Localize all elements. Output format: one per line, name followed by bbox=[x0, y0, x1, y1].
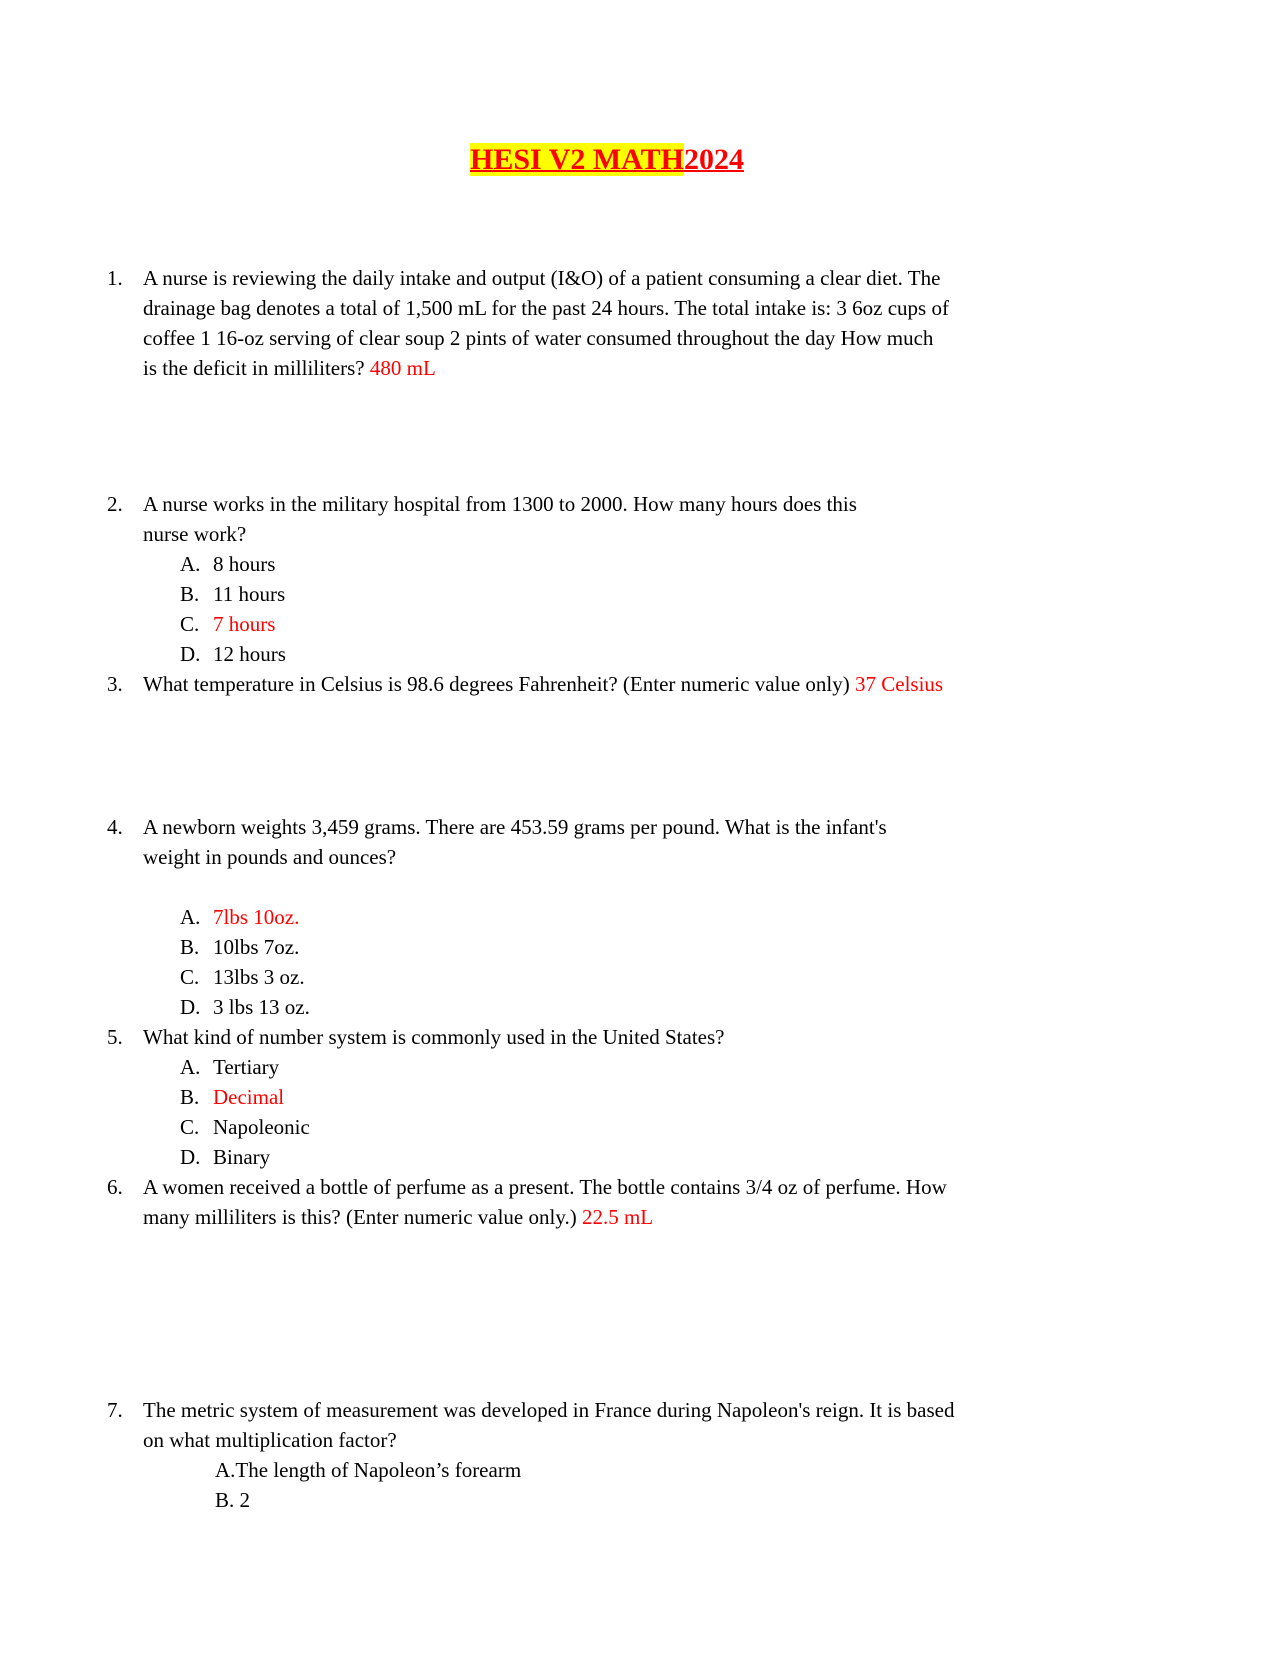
option-text: 12 hours bbox=[213, 642, 286, 666]
option-text: 13lbs 3 oz. bbox=[213, 965, 305, 989]
option-item bbox=[143, 1455, 1097, 1485]
option-item bbox=[143, 639, 1097, 669]
question-line: many milliliters is this? (Enter numeric value only.) 22.5 mL bbox=[143, 1205, 654, 1229]
option-item bbox=[143, 992, 1097, 1022]
option-text: 11 hours bbox=[213, 582, 286, 606]
question-body bbox=[143, 669, 1097, 699]
question-text bbox=[143, 263, 1097, 383]
question-body bbox=[143, 489, 1097, 669]
option-item bbox=[143, 902, 1097, 932]
option-text: Decimal bbox=[213, 1085, 285, 1109]
question-body bbox=[143, 1395, 1097, 1515]
option-text: A.The length of Napoleon’s forearm bbox=[215, 1458, 522, 1482]
option-text: Napoleonic bbox=[213, 1115, 310, 1139]
option-text: B. 2 bbox=[215, 1488, 251, 1512]
page-title-year: 2024 bbox=[683, 143, 744, 176]
question-line: What temperature in Celsius is 98.6 degrees Fahrenheit? (Enter numeric value only) 37 Celsius bbox=[143, 672, 944, 696]
question-body bbox=[143, 263, 1097, 383]
question-line: A nurse is reviewing the daily intake and output (I&O) of a patient consuming a clear diet. The bbox=[143, 266, 941, 290]
option-list bbox=[143, 549, 1097, 669]
option-list bbox=[143, 902, 1097, 1022]
question-line: on what multiplication factor? bbox=[143, 1428, 397, 1452]
option-item bbox=[143, 932, 1097, 962]
question-text bbox=[143, 1395, 1097, 1455]
option-letter: A. bbox=[180, 905, 201, 929]
option-list bbox=[143, 1052, 1097, 1172]
question-text bbox=[143, 1172, 1097, 1232]
option-item bbox=[143, 1082, 1097, 1112]
option-letter: B. bbox=[180, 935, 200, 959]
option-letter: D. bbox=[180, 642, 201, 666]
question-line: coffee 1 16-oz serving of clear soup 2 pints of water consumed throughout the day How much bbox=[143, 326, 934, 350]
question-line: A newborn weights 3,459 grams. There are 453.59 grams per pound. What is the infant's bbox=[143, 815, 887, 839]
question-item bbox=[107, 1022, 1097, 1172]
option-letter: A. bbox=[180, 552, 201, 576]
option-letter: C. bbox=[180, 1115, 200, 1139]
question-item bbox=[107, 489, 1097, 669]
option-text: 10lbs 7oz. bbox=[213, 935, 300, 959]
question-line: is the deficit in milliliters? 480 mL bbox=[143, 356, 436, 380]
option-text: 7lbs 10oz. bbox=[213, 905, 300, 929]
option-item bbox=[143, 609, 1097, 639]
option-text: 8 hours bbox=[213, 552, 276, 576]
question-number: 6. bbox=[107, 1175, 123, 1199]
option-item bbox=[143, 1142, 1097, 1172]
question-body bbox=[143, 812, 1097, 1022]
question-number: 7. bbox=[107, 1398, 123, 1422]
question-line: A nurse works in the military hospital from 1300 to 2000. How many hours does this bbox=[143, 492, 857, 516]
question-text bbox=[143, 1022, 1097, 1052]
option-letter: C. bbox=[180, 965, 200, 989]
question-item bbox=[107, 1172, 1097, 1232]
option-letter: B. bbox=[180, 1085, 200, 1109]
question-item bbox=[107, 263, 1097, 383]
answer-text: 480 mL bbox=[369, 356, 436, 380]
option-list bbox=[143, 1455, 1097, 1515]
question-number: 4. bbox=[107, 815, 123, 839]
page-title-highlight: HESI V2 MATH bbox=[470, 143, 684, 176]
question-line: weight in pounds and ounces? bbox=[143, 845, 397, 869]
option-letter: D. bbox=[180, 1145, 201, 1169]
question-body bbox=[143, 1022, 1097, 1172]
question-line: The metric system of measurement was developed in France during Napoleon's reign. It is based bbox=[143, 1398, 955, 1422]
option-letter: B. bbox=[180, 582, 200, 606]
question-text bbox=[143, 812, 1097, 872]
question-number: 5. bbox=[107, 1025, 123, 1049]
answer-text: 22.5 mL bbox=[581, 1205, 654, 1229]
option-item bbox=[143, 1112, 1097, 1142]
option-letter: C. bbox=[180, 612, 200, 636]
option-item bbox=[143, 1052, 1097, 1082]
question-item bbox=[107, 1395, 1097, 1515]
option-letter: D. bbox=[180, 995, 201, 1019]
question-number: 3. bbox=[107, 672, 123, 696]
page-title bbox=[107, 140, 1107, 180]
question-item bbox=[107, 812, 1097, 1022]
question-line: What kind of number system is commonly used in the United States? bbox=[143, 1025, 725, 1049]
option-text: 7 hours bbox=[213, 612, 276, 636]
question-line: nurse work? bbox=[143, 522, 247, 546]
option-text: Tertiary bbox=[213, 1055, 280, 1079]
question-number: 2. bbox=[107, 492, 123, 516]
question-text bbox=[143, 489, 1097, 549]
option-text: Binary bbox=[213, 1145, 271, 1169]
question-list bbox=[107, 263, 1097, 1515]
option-item bbox=[143, 962, 1097, 992]
option-item bbox=[143, 549, 1097, 579]
question-body bbox=[143, 1172, 1097, 1232]
option-letter: A. bbox=[180, 1055, 201, 1079]
question-line: A women received a bottle of perfume as a present. The bottle contains 3/4 oz of perfume. How bbox=[143, 1175, 947, 1199]
question-number: 1. bbox=[107, 266, 123, 290]
question-line: drainage bag denotes a total of 1,500 mL for the past 24 hours. The total intake is: 3 6oz cups of bbox=[143, 296, 949, 320]
question-item bbox=[107, 669, 1097, 699]
answer-text: 37 Celsius bbox=[855, 672, 944, 696]
question-text bbox=[143, 669, 1097, 699]
option-item bbox=[143, 1485, 1097, 1515]
option-item bbox=[143, 579, 1097, 609]
option-text: 3 lbs 13 oz. bbox=[213, 995, 310, 1019]
